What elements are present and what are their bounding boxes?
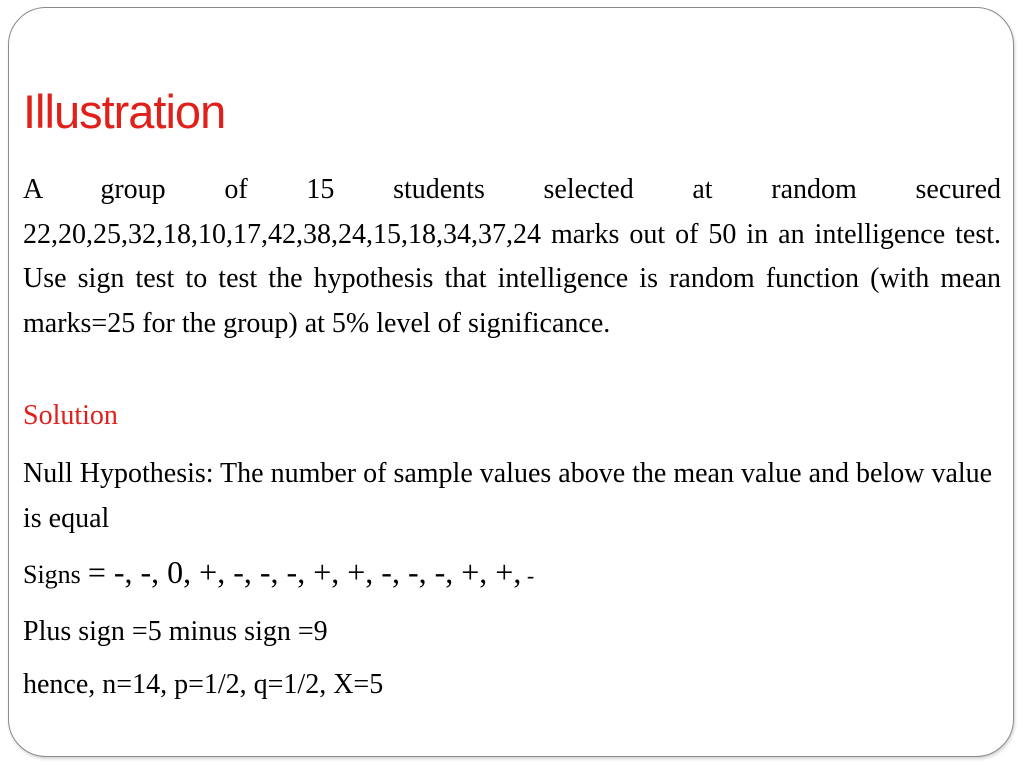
plus-minus-counts: Plus sign =5 minus sign =9 bbox=[23, 616, 328, 647]
problem-statement: A group of 15 students selected at random secured 22,20,25,32,18,10,17,42,38,24,15,18,34,37,24 marks out of 50 in an intelligence test. Use sign test to test the hypothesis that intelligence is random function (with mean marks=25 for the group) at 5% level of significance. bbox=[23, 174, 1001, 339]
signs-tail: - bbox=[521, 563, 535, 588]
slide-title: Illustration bbox=[23, 85, 226, 138]
solution-heading: Solution bbox=[23, 400, 118, 431]
parameters-line: hence, n=14, p=1/2, q=1/2, X=5 bbox=[23, 669, 384, 700]
null-hypothesis: Null Hypothesis: The number of sample values above the mean value and below value is equal bbox=[23, 458, 993, 534]
signs-line bbox=[23, 553, 534, 592]
signs-label: Signs bbox=[23, 560, 81, 589]
signs-values: = -, -, 0, +, -, -, -, +, +, -, -, -, +, +, bbox=[87, 554, 522, 590]
